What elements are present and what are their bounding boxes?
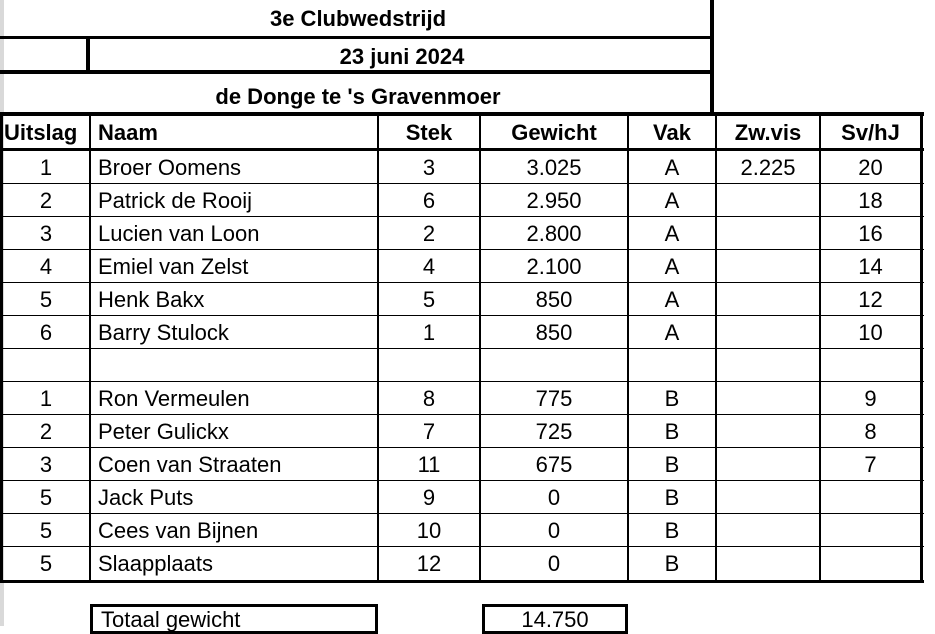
cell-uitslag: 4 xyxy=(39,254,53,279)
cell-vak: A xyxy=(664,221,680,246)
cell-uitslag: 5 xyxy=(39,551,53,576)
cell-uitslag: 3 xyxy=(39,221,53,246)
cell-zwvis xyxy=(716,250,820,283)
cell-stek: 8 xyxy=(422,386,436,411)
cell-vak: B xyxy=(664,386,680,411)
cell-vak: A xyxy=(664,254,680,279)
cell-stek: 9 xyxy=(422,485,436,510)
cell-svhj: 9 xyxy=(864,386,877,411)
cell-svhj: 12 xyxy=(858,287,883,312)
cell-gewicht: 850 xyxy=(535,287,573,312)
column-header-vak: Vak xyxy=(653,120,691,145)
cell-svhj xyxy=(820,481,921,514)
cell-naam: Barry Stulock xyxy=(98,320,229,345)
cell-uitslag: 6 xyxy=(39,320,53,345)
cell-svhj: 20 xyxy=(858,155,883,180)
cell-vak: B xyxy=(664,452,680,477)
cell-gewicht: 3.025 xyxy=(526,155,582,180)
cell-zwvis xyxy=(716,448,820,481)
cell-uitslag: 2 xyxy=(39,419,53,444)
cell-vak: A xyxy=(664,155,680,180)
header-divider xyxy=(0,70,714,74)
page-title: 3e Clubwedstrijd xyxy=(269,6,447,31)
header-date-divider xyxy=(86,36,90,72)
cell-vak: A xyxy=(664,320,680,345)
cell-gewicht: 725 xyxy=(535,419,573,444)
cell-vak: A xyxy=(664,287,680,312)
cell-svhj: 14 xyxy=(858,254,883,279)
cell-naam: Coen van Straaten xyxy=(98,452,282,477)
column-header-svhj: Sv/hJ xyxy=(841,120,900,145)
cell-vak xyxy=(628,349,716,382)
cell-svhj: 7 xyxy=(864,452,877,477)
cell-svhj: 10 xyxy=(858,320,883,345)
cell-zwvis xyxy=(716,415,820,448)
cell-vak: B xyxy=(664,551,680,576)
cell-gewicht: 2.800 xyxy=(526,221,582,246)
cell-naam: Broer Oomens xyxy=(98,155,242,180)
table-bottom-border xyxy=(0,580,924,583)
cell-uitslag: 5 xyxy=(39,485,53,510)
cell-svhj xyxy=(820,547,921,580)
cell-gewicht: 775 xyxy=(535,386,573,411)
cell-stek: 2 xyxy=(422,221,436,246)
column-header-stek: Stek xyxy=(405,120,453,145)
cell-uitslag xyxy=(2,349,90,382)
total-weight-label: Totaal gewicht xyxy=(90,604,378,634)
cell-uitslag: 1 xyxy=(39,155,53,180)
cell-uitslag: 2 xyxy=(39,188,53,213)
column-header-zwvis: Zw.vis xyxy=(734,120,802,145)
cell-zwvis xyxy=(716,217,820,250)
cell-zwvis: 2.225 xyxy=(740,155,796,180)
cell-gewicht: 0 xyxy=(547,551,561,576)
cell-gewicht: 2.950 xyxy=(526,188,582,213)
cell-stek: 12 xyxy=(416,551,442,576)
cell-stek: 6 xyxy=(422,188,436,213)
cell-naam: Emiel van Zelst xyxy=(98,254,249,279)
cell-uitslag: 5 xyxy=(39,287,53,312)
cell-naam: Patrick de Rooij xyxy=(98,188,253,213)
cell-stek xyxy=(378,349,480,382)
cell-zwvis xyxy=(716,481,820,514)
cell-svhj xyxy=(820,349,921,382)
cell-zwvis xyxy=(716,547,820,580)
cell-stek: 5 xyxy=(422,287,436,312)
header-right-border xyxy=(710,0,714,112)
cell-naam: Ron Vermeulen xyxy=(98,386,250,411)
cell-vak: B xyxy=(664,419,680,444)
cell-naam: Henk Bakx xyxy=(98,287,205,312)
cell-uitslag: 5 xyxy=(39,518,53,543)
cell-naam: Peter Gulickx xyxy=(98,419,229,444)
cell-uitslag: 3 xyxy=(39,452,53,477)
cell-stek: 7 xyxy=(422,419,436,444)
cell-gewicht: 850 xyxy=(535,320,573,345)
cell-svhj: 8 xyxy=(864,419,877,444)
header-divider xyxy=(0,36,714,39)
cell-naam: Slaapplaats xyxy=(98,551,213,576)
cell-gewicht xyxy=(480,349,628,382)
cell-zwvis xyxy=(716,349,820,382)
cell-gewicht: 0 xyxy=(547,518,561,543)
cell-vak: B xyxy=(664,485,680,510)
cell-naam: Cees van Bijnen xyxy=(98,518,259,543)
cell-naam xyxy=(90,349,378,382)
match-location: de Donge te 's Gravenmoer xyxy=(215,84,501,109)
cell-gewicht: 2.100 xyxy=(526,254,582,279)
cell-svhj: 18 xyxy=(858,188,883,213)
cell-svhj xyxy=(820,514,921,547)
cell-zwvis xyxy=(716,283,820,316)
cell-zwvis xyxy=(716,382,820,415)
total-weight-value: 14.750 xyxy=(482,604,628,634)
column-header-naam: Naam xyxy=(98,120,158,145)
column-header-uitslag: Uitslag xyxy=(4,120,78,145)
cell-vak: B xyxy=(664,518,680,543)
cell-gewicht: 0 xyxy=(547,485,561,510)
cell-gewicht: 675 xyxy=(535,452,573,477)
cell-svhj: 16 xyxy=(858,221,883,246)
cell-zwvis xyxy=(716,316,820,349)
match-date: 23 juni 2024 xyxy=(339,44,465,69)
cell-stek: 4 xyxy=(422,254,436,279)
cell-vak: A xyxy=(664,188,680,213)
cell-stek: 11 xyxy=(417,452,441,477)
cell-zwvis xyxy=(716,514,820,547)
column-header-gewicht: Gewicht xyxy=(511,120,597,145)
cell-stek: 1 xyxy=(422,320,436,345)
cell-stek: 3 xyxy=(422,155,436,180)
cell-zwvis xyxy=(716,184,820,217)
cell-stek: 10 xyxy=(416,518,442,543)
cell-naam: Jack Puts xyxy=(98,485,194,510)
cell-naam: Lucien van Loon xyxy=(98,221,260,246)
cell-uitslag: 1 xyxy=(39,386,53,411)
